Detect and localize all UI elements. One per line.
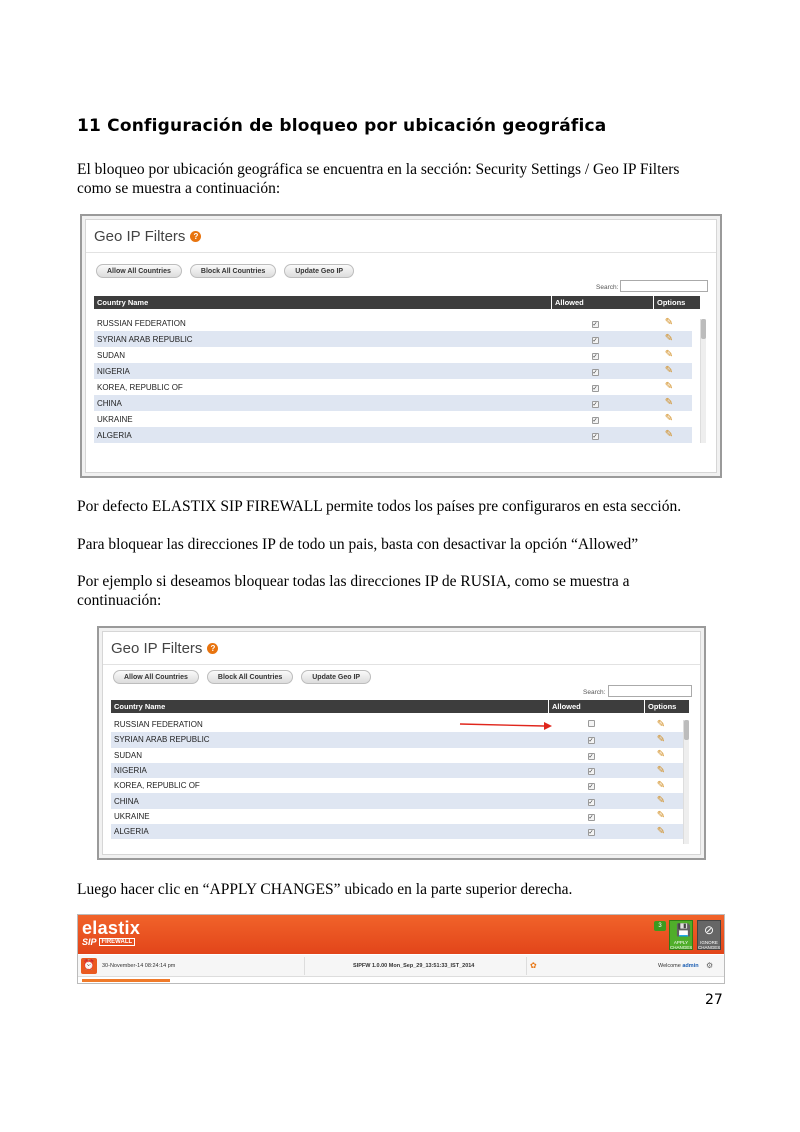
country-name: ALGERIA bbox=[114, 827, 149, 837]
clock-icon: ⏰ bbox=[81, 958, 97, 974]
apply-changes-button[interactable] bbox=[669, 920, 693, 950]
col-options[interactable]: Options bbox=[657, 298, 686, 307]
page-number: 27 bbox=[705, 992, 723, 1008]
edit-pencil-icon[interactable]: ✎ bbox=[656, 733, 666, 745]
allowed-checkbox[interactable] bbox=[588, 720, 595, 727]
table-header bbox=[111, 700, 689, 713]
country-name: SUDAN bbox=[114, 750, 143, 760]
example-line-1: Por ejemplo si deseamos bloquear todas las direcciones IP de RUSIA, como se muestra a bbox=[77, 573, 630, 590]
country-name: CHINA bbox=[114, 796, 139, 806]
help-icon[interactable]: ? bbox=[190, 231, 201, 242]
allowed-checkbox[interactable]: ✓ bbox=[588, 753, 594, 760]
divider bbox=[526, 957, 527, 975]
table-header bbox=[94, 296, 700, 309]
country-name: NIGERIA bbox=[114, 766, 147, 776]
options-cell bbox=[639, 735, 683, 745]
table-row bbox=[111, 778, 683, 793]
table-row bbox=[94, 427, 692, 443]
block-paragraph: Para bloquear las direcciones IP de todo un pais, basta con desactivar la opción “Allowed” bbox=[77, 536, 639, 553]
country-name: NIGERIA bbox=[97, 366, 130, 376]
table-row bbox=[111, 793, 683, 808]
scrollbar[interactable] bbox=[700, 319, 706, 443]
table-row bbox=[111, 809, 683, 824]
table-row bbox=[111, 732, 683, 747]
geo-title-text: Geo IP Filters bbox=[111, 640, 203, 657]
table-row bbox=[94, 379, 692, 395]
help-icon[interactable]: ? bbox=[207, 643, 218, 654]
allowed-cell bbox=[544, 319, 646, 328]
options-cell bbox=[646, 430, 692, 440]
allowed-cell bbox=[543, 797, 639, 806]
intro-paragraph bbox=[77, 160, 737, 198]
options-cell bbox=[646, 414, 692, 424]
example-line-2: continuación: bbox=[77, 592, 162, 609]
allowed-checkbox[interactable]: ✓ bbox=[588, 784, 594, 791]
allowed-cell bbox=[543, 735, 639, 744]
allowed-checkbox[interactable]: ✓ bbox=[588, 814, 594, 821]
allowed-cell bbox=[544, 415, 646, 424]
options-cell bbox=[639, 796, 683, 806]
allowed-checkbox[interactable]: ✓ bbox=[592, 385, 598, 392]
active-tab-indicator bbox=[82, 979, 170, 982]
edit-pencil-icon[interactable]: ✎ bbox=[664, 429, 674, 440]
geo-title-1 bbox=[94, 228, 201, 245]
table-row bbox=[94, 347, 692, 363]
allowed-checkbox[interactable]: ✓ bbox=[592, 417, 598, 424]
col-options[interactable]: Options bbox=[648, 702, 677, 711]
scrollbar[interactable] bbox=[683, 720, 689, 844]
update-geo-ip-button[interactable]: Update Geo IP bbox=[284, 264, 354, 278]
table-body bbox=[111, 713, 683, 839]
allowed-cell bbox=[543, 751, 639, 760]
allowed-checkbox[interactable]: ✓ bbox=[592, 337, 598, 344]
country-name: UKRAINE bbox=[97, 414, 133, 424]
edit-pencil-icon[interactable]: ✎ bbox=[664, 397, 674, 408]
country-name: KOREA, REPUBLIC OF bbox=[97, 382, 183, 392]
country-name: SYRIAN ARAB REPUBLIC bbox=[97, 334, 193, 344]
elastix-logo-sub bbox=[82, 937, 135, 947]
allowed-cell bbox=[543, 827, 639, 836]
options-cell bbox=[639, 750, 683, 760]
geo-button-row bbox=[113, 670, 371, 684]
allowed-cell bbox=[543, 812, 639, 821]
options-cell bbox=[646, 334, 692, 344]
table-row bbox=[111, 824, 683, 839]
welcome-label: Welcome bbox=[658, 963, 681, 969]
col-allowed[interactable]: Allowed bbox=[549, 700, 645, 713]
allowed-checkbox[interactable]: ✓ bbox=[588, 738, 594, 745]
edit-pencil-icon[interactable]: ✎ bbox=[664, 317, 674, 328]
pending-changes-badge: 3 bbox=[654, 921, 666, 931]
edit-pencil-icon[interactable]: ✎ bbox=[656, 779, 666, 791]
gear-icon[interactable]: ⚙ bbox=[706, 961, 714, 970]
date-time: 30-November-14 08:24:14 pm bbox=[102, 963, 176, 969]
ignore-changes-button[interactable] bbox=[697, 920, 721, 950]
geo-panel-2 bbox=[102, 631, 701, 855]
ignore-changes-label: IGNORE CHANGES bbox=[698, 940, 721, 950]
allowed-cell bbox=[544, 335, 646, 344]
search-input[interactable] bbox=[620, 280, 708, 292]
table-row bbox=[94, 331, 692, 347]
options-cell bbox=[639, 720, 683, 730]
geo-ip-screenshot-2 bbox=[97, 626, 706, 860]
block-all-countries-button[interactable]: Block All Countries bbox=[207, 670, 293, 684]
table-row bbox=[111, 717, 683, 732]
table-row bbox=[94, 395, 692, 411]
allowed-cell bbox=[544, 383, 646, 392]
country-name: RUSSIAN FEDERATION bbox=[114, 720, 203, 730]
allowed-cell bbox=[543, 766, 639, 775]
default-paragraph: Por defecto ELASTIX SIP FIREWALL permite todos los países pre configuraros en esta sección. bbox=[77, 498, 682, 515]
edit-pencil-icon[interactable]: ✎ bbox=[656, 749, 666, 761]
col-country-name[interactable]: Country Name bbox=[94, 296, 552, 309]
allowed-checkbox[interactable]: ✓ bbox=[592, 401, 598, 408]
geo-title-2 bbox=[111, 640, 218, 657]
edit-pencil-icon[interactable]: ✎ bbox=[656, 795, 666, 807]
table-row bbox=[111, 763, 683, 778]
options-cell bbox=[639, 827, 683, 837]
edit-pencil-icon[interactable]: ✎ bbox=[664, 365, 674, 376]
logo-sip: SIP bbox=[82, 937, 97, 947]
options-cell bbox=[639, 811, 683, 821]
edit-pencil-icon[interactable]: ✎ bbox=[664, 333, 674, 344]
options-cell bbox=[646, 366, 692, 376]
edit-pencil-icon[interactable]: ✎ bbox=[656, 810, 666, 822]
allowed-cell bbox=[544, 431, 646, 440]
divider bbox=[304, 957, 305, 975]
options-cell bbox=[646, 398, 692, 408]
col-allowed[interactable]: Allowed bbox=[552, 296, 654, 309]
allowed-cell bbox=[543, 781, 639, 790]
countries-table-1 bbox=[94, 296, 700, 443]
table-row bbox=[94, 411, 692, 427]
options-cell bbox=[639, 781, 683, 791]
country-name: UKRAINE bbox=[114, 811, 150, 821]
table-row bbox=[94, 315, 692, 331]
allowed-cell bbox=[543, 720, 639, 729]
country-name: RUSSIAN FEDERATION bbox=[97, 318, 186, 328]
options-cell bbox=[639, 766, 683, 776]
table-row bbox=[94, 363, 692, 379]
apply-changes-label: APPLY CHANGES bbox=[670, 940, 693, 950]
intro-line-1: El bloqueo por ubicación geográfica se encuentra en la sección: Security Settings / Geo IP Filters bbox=[77, 161, 680, 178]
country-name: SYRIAN ARAB REPUBLIC bbox=[114, 735, 210, 745]
countries-table-2 bbox=[111, 700, 689, 839]
allowed-checkbox[interactable]: ✓ bbox=[592, 321, 598, 328]
title-divider bbox=[86, 252, 716, 253]
allowed-checkbox[interactable]: ✓ bbox=[592, 353, 598, 360]
edit-pencil-icon[interactable]: ✎ bbox=[656, 825, 666, 837]
elastix-header-screenshot bbox=[77, 914, 725, 984]
allowed-checkbox[interactable]: ✓ bbox=[588, 769, 594, 776]
country-name: SUDAN bbox=[97, 350, 126, 360]
edit-pencil-icon[interactable]: ✎ bbox=[664, 349, 674, 360]
options-cell bbox=[646, 350, 692, 360]
country-name: ALGERIA bbox=[97, 430, 132, 440]
search-input[interactable] bbox=[608, 685, 692, 697]
geo-title-text: Geo IP Filters bbox=[94, 228, 186, 245]
cancel-icon: ⊘ bbox=[704, 923, 715, 937]
update-geo-ip-button[interactable]: Update Geo IP bbox=[301, 670, 371, 684]
scroll-thumb[interactable] bbox=[684, 720, 689, 740]
title-divider bbox=[103, 664, 700, 665]
elastix-logo: elastix bbox=[82, 918, 141, 938]
search-label: Search: bbox=[596, 284, 619, 291]
edit-pencil-icon[interactable]: ✎ bbox=[664, 381, 674, 392]
geo-button-row bbox=[96, 264, 354, 278]
intro-line-2: como se muestra a continuación: bbox=[77, 180, 281, 197]
options-cell bbox=[646, 318, 692, 328]
allowed-checkbox[interactable]: ✓ bbox=[592, 433, 598, 440]
allowed-cell bbox=[544, 351, 646, 360]
col-country-name[interactable]: Country Name bbox=[111, 700, 549, 713]
header-status-bar bbox=[78, 955, 724, 977]
scroll-thumb[interactable] bbox=[701, 319, 706, 339]
options-cell bbox=[646, 382, 692, 392]
user-link[interactable]: admin bbox=[682, 963, 699, 969]
allowed-cell bbox=[544, 399, 646, 408]
table-body bbox=[94, 309, 692, 443]
edit-pencil-icon[interactable]: ✎ bbox=[656, 718, 666, 730]
header-top-bar bbox=[78, 915, 724, 954]
section-heading: 11 Configuración de bloqueo por ubicación geográfica bbox=[77, 116, 607, 136]
welcome-text bbox=[658, 963, 699, 969]
logo-firewall: FIREWALL bbox=[99, 938, 136, 946]
settings-gear-icon[interactable]: ✿ bbox=[530, 961, 537, 970]
country-name: KOREA, REPUBLIC OF bbox=[114, 781, 200, 791]
geo-panel-1 bbox=[85, 219, 717, 473]
edit-pencil-icon[interactable]: ✎ bbox=[656, 764, 666, 776]
search-label: Search: bbox=[583, 689, 606, 696]
example-paragraph bbox=[77, 572, 737, 610]
table-row bbox=[111, 748, 683, 763]
allowed-checkbox[interactable]: ✓ bbox=[588, 830, 594, 837]
red-arrow-annotation bbox=[458, 720, 554, 730]
edit-pencil-icon[interactable]: ✎ bbox=[664, 413, 674, 424]
allowed-cell bbox=[544, 367, 646, 376]
allow-all-countries-button[interactable]: Allow All Countries bbox=[96, 264, 182, 278]
block-all-countries-button[interactable]: Block All Countries bbox=[190, 264, 276, 278]
save-icon: 💾 bbox=[676, 923, 691, 937]
allow-all-countries-button[interactable]: Allow All Countries bbox=[113, 670, 199, 684]
allowed-checkbox[interactable]: ✓ bbox=[592, 369, 598, 376]
version-text: SIPFW 1.0.00 Mon_Sep_29_13:51:33_IST_2014 bbox=[353, 963, 475, 969]
country-name: CHINA bbox=[97, 398, 122, 408]
apply-paragraph: Luego hacer clic en “APPLY CHANGES” ubicado en la parte superior derecha. bbox=[77, 881, 573, 898]
geo-ip-screenshot-1 bbox=[80, 214, 722, 478]
allowed-checkbox[interactable]: ✓ bbox=[588, 799, 594, 806]
